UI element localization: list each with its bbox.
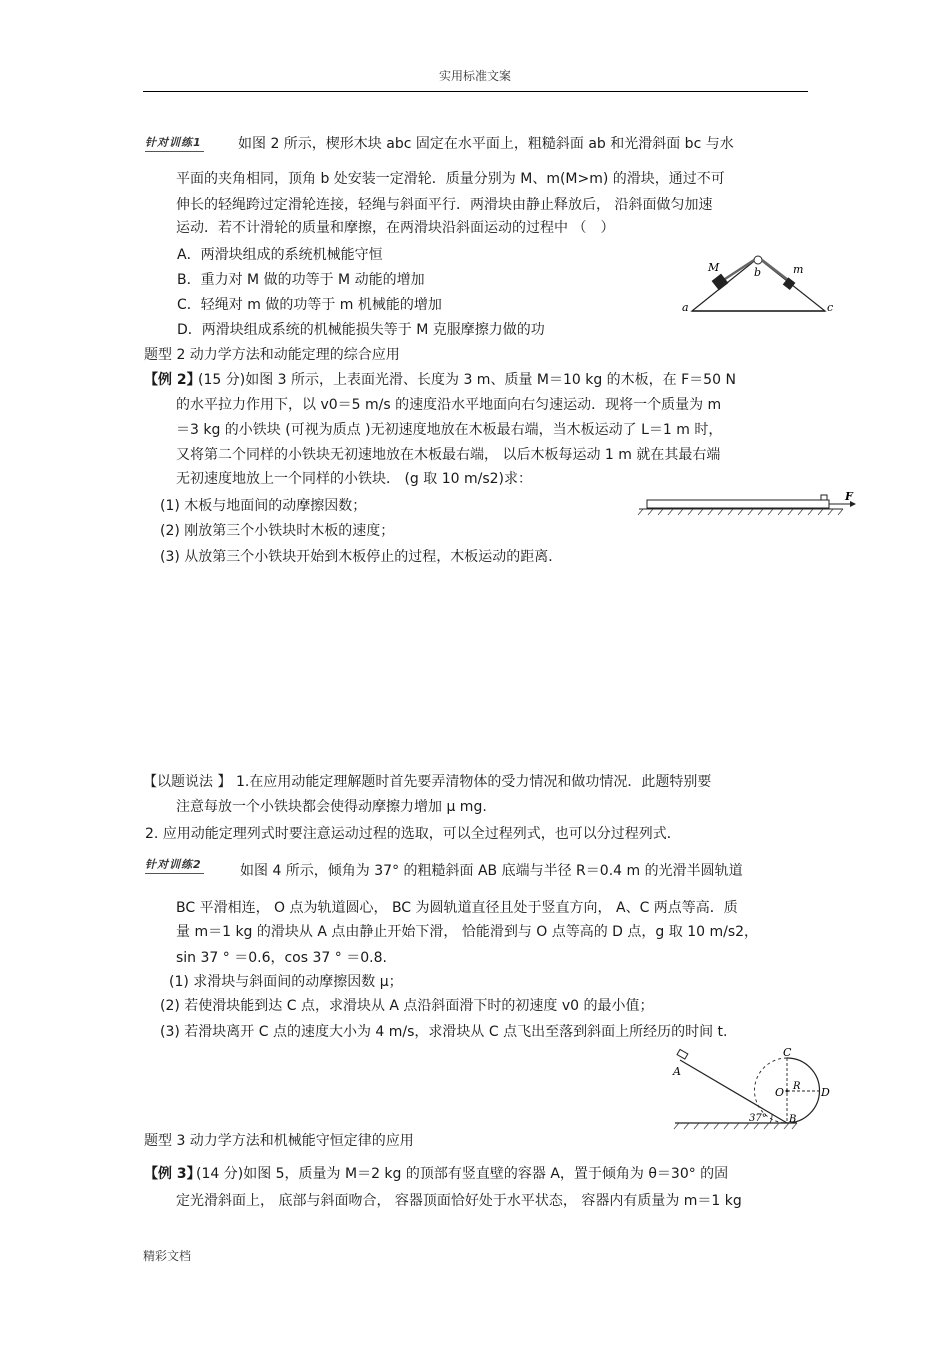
wedge-figure [670,248,840,318]
page-header: 实用标准文案 [438,69,511,83]
training2-question-2: (2) 若使滑块能到达 C 点，求滑块从 A 点沿斜面滑下时的初速度 v0 的最小值； [160,998,654,1014]
training2-line-4: sin 37 ° ＝0.6，cos 37 ° ＝0.8. [176,950,387,966]
training2-question-3: (3) 若滑块离开 C 点的速度大小为 4 m/s，求滑块从 C 点飞出至落到斜面上所经历的时间 t. [160,1024,728,1040]
training2-question-1: (1) 求滑块与斜面间的动摩擦因数 μ； [169,974,403,990]
summary-line-2: 注意每放一个小铁块都会使得动摩擦力增加 μ mg. [176,799,487,815]
header-rule [143,91,808,92]
label-A: A [673,1065,681,1078]
label-c: c [827,301,834,314]
incline-track-figure [665,1045,840,1133]
example3-line-1: (14 分)如图 5，质量为 M＝2 kg 的顶部有竖直壁的容器 A，置于倾角为 θ＝30° 的固 [196,1166,729,1182]
example2-line-3: ＝3 kg 的小铁块 (可视为质点 )无初速度地放在木板最右端，当木板运动了 L＝1 m 时， [176,422,723,438]
example2-line-5: 无初速度地放上一个同样的小铁块． (g 取 10 m/s2)求： [176,471,532,487]
example2-question-3: (3) 从放第三个小铁块开始到木板停止的过程，木板运动的距离． [160,549,563,565]
label-D: D [821,1086,830,1099]
example3-tag: 【例 3】 [144,1166,201,1182]
label-C: C [783,1046,792,1059]
example2-question-2: (2) 刚放第三个小铁块时木板的速度； [160,523,395,539]
page-footer: 精彩文档 [143,1249,192,1263]
label-b: b [754,266,762,279]
example2-tag: 【例 2】 [144,372,201,388]
example2-line-4: 又将第二个同样的小铁块无初速地放在木板最右端， 以后木板每运动 1 m 就在其最右端 [176,447,721,463]
training2-line-1: 如图 4 所示，倾角为 37° 的粗糙斜面 AB 底端与半径 R＝0.4 m 的光滑半圆轨道 [240,863,743,879]
example3-line-2: 定光滑斜面上， 底部与斜面吻合， 容器顶面恰好处于水平状态， 容器内有质量为 m＝1 kg [176,1193,742,1209]
training2-line-3: 量 m＝1 kg 的滑块从 A 点由静止开始下滑， 恰能滑到与 O 点等高的 D 点，g 取 10 m/s2， [176,924,759,940]
label-O: O [775,1086,785,1099]
training1-option-c: C．轻绳对 m 做的功等于 m 机械能的增加 [177,297,442,313]
training1-line-3: 伸长的轻绳跨过定滑轮连接，轻绳与斜面平行．两滑块由静止释放后， 沿斜面做匀加速 [176,197,713,213]
example2-question-1: (1) 木板与地面间的动摩擦因数； [160,498,367,514]
training1-option-b: B．重力对 M 做的功等于 M 动能的增加 [177,272,425,288]
training1-line-1: 如图 2 所示，楔形木块 abc 固定在水平面上，粗糙斜面 ab 和光滑斜面 bc 与水 [238,136,734,152]
summary-line-3: 2. 应用动能定理列式时要注意运动过程的选取，可以全过程列式，也可以分过程列式． [145,826,681,842]
summary-line-1: 1.在应用动能定理解题时首先要弄清物体的受力情况和做功情况．此题特别要 [236,774,712,790]
training1-line-4: 运动．若不计滑轮的质量和摩擦，在两滑块沿斜面运动的过程中 （ ） [176,220,615,236]
type3-heading: 题型 3 动力学方法和机械能守恒定律的应用 [144,1133,414,1149]
label-F: F [845,490,853,503]
training-badge-2: 针对训练2 [145,856,204,874]
type2-heading: 题型 2 动力学方法和动能定理的综合应用 [144,347,400,363]
label-m: m [793,263,804,276]
training1-option-d: D．两滑块组成系统的机械能损失等于 M 克服摩擦力做的功 [177,322,545,338]
label-B: B [789,1114,797,1125]
example2-line-1: (15 分)如图 3 所示，上表面光滑、长度为 3 m、质量 M＝10 kg 的木板，在 F＝50 N [198,372,736,388]
label-a: a [682,301,689,314]
board-figure [635,490,865,524]
training2-line-2: BC 平滑相连， O 点为轨道圆心， BC 为圆轨道直径且处于竖直方向， A、C 两点等高．质 [176,900,738,916]
label-angle: 37° [749,1113,767,1124]
training1-line-2: 平面的夹角相同，顶角 b 处安装一定滑轮．质量分别为 M、m(M>m) 的滑块，通过不可 [176,171,725,187]
training-badge-1: 针对训练1 [145,134,204,152]
label-R: R [793,1081,801,1092]
training1-option-a: A．两滑块组成的系统机械能守恒 [177,247,383,263]
summary-tag: 【以题说法 】 [143,774,232,790]
label-M: M [708,261,720,274]
example2-line-2: 的水平拉力作用下，以 v0＝5 m/s 的速度沿水平地面向右匀速运动．现将一个质量为 m [176,397,722,413]
